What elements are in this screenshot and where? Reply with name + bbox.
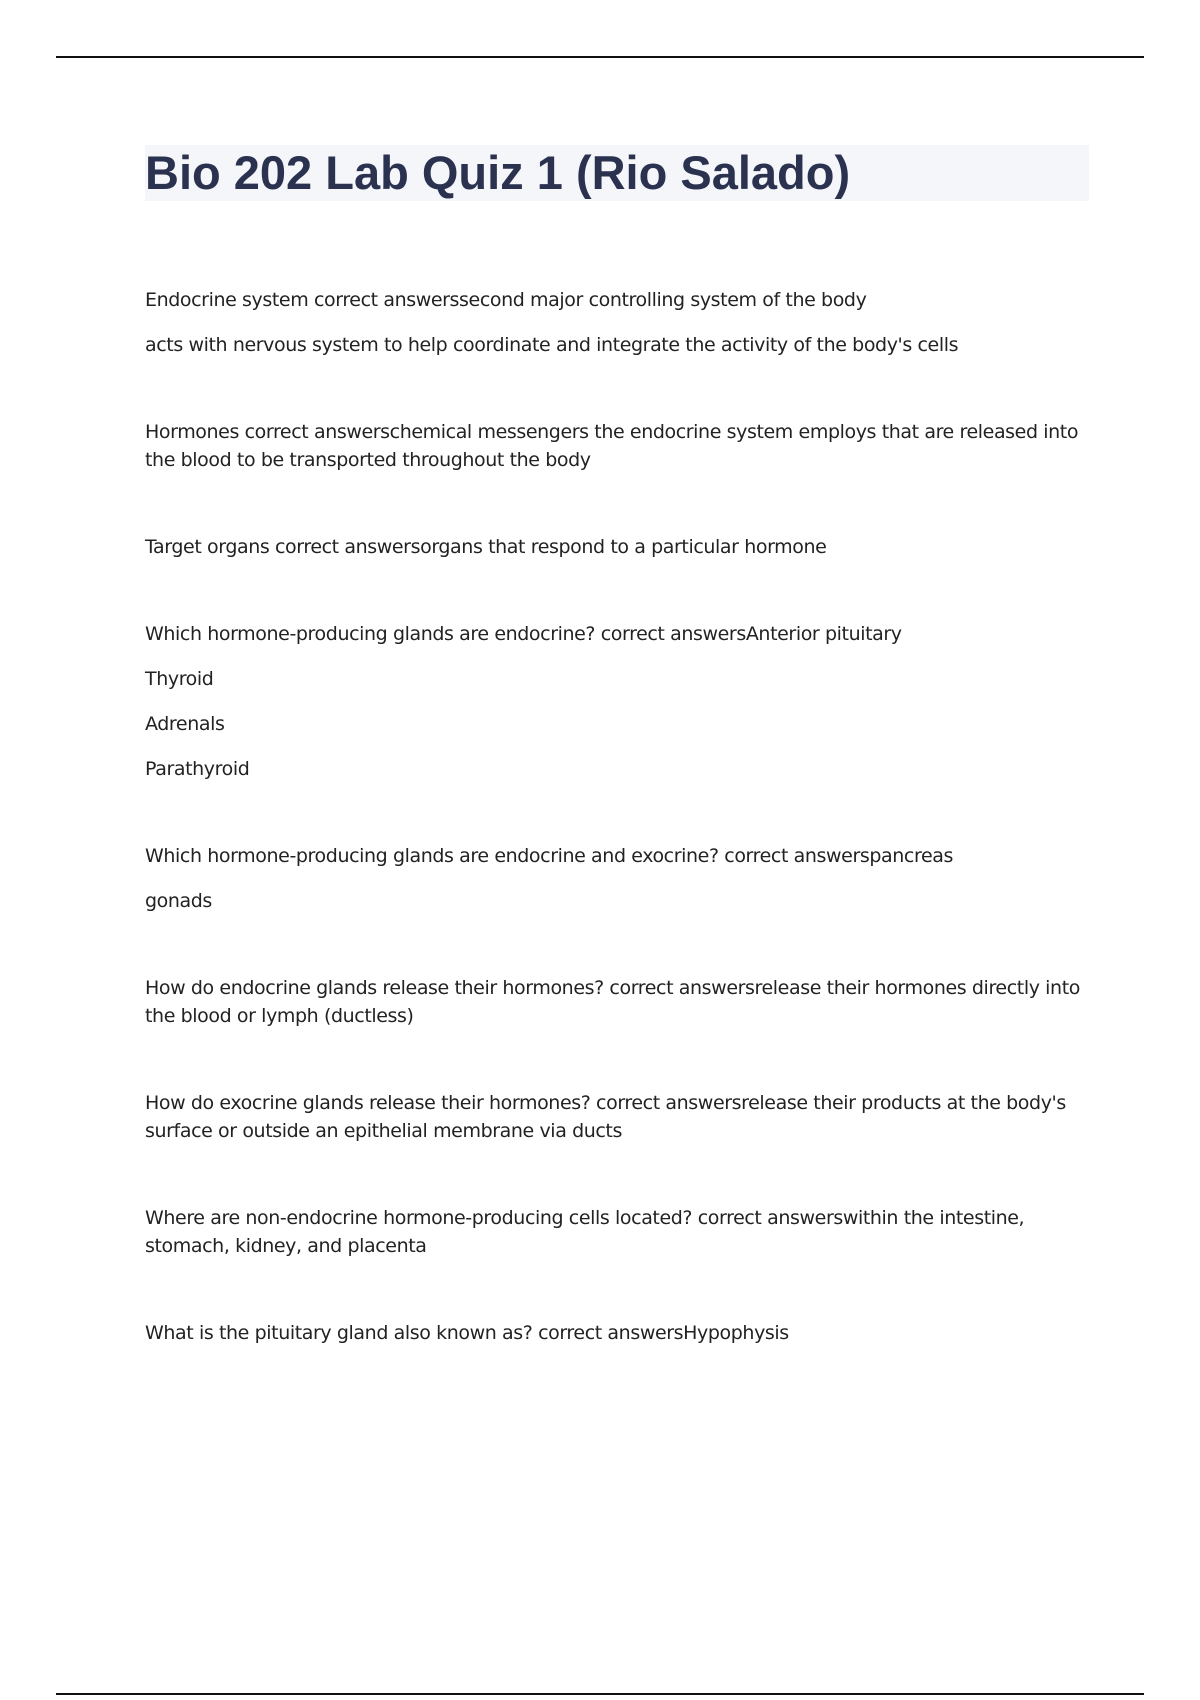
qa-text: Hormones correct answerschemical messengers the endocrine system employs that are released into the blood to be transported throughout the body	[145, 421, 1079, 471]
qa-text: How do exocrine glands release their hormones? correct answersrelease their products at the body's surface or outside an epithelial membrane via ducts	[145, 1092, 1066, 1142]
qa-item	[145, 842, 1085, 915]
qa-text: Endocrine system correct answerssecond major controlling system of the body	[145, 289, 867, 311]
qa-text: Which hormone-producing glands are endocrine and exocrine? correct answerspancreas	[145, 845, 953, 867]
qa-item	[145, 286, 1085, 359]
qa-extra-line: Adrenals	[145, 713, 225, 735]
qa-extra-line: acts with nervous system to help coordinate and integrate the activity of the body's cells	[145, 334, 959, 356]
qa-extra-line: Parathyroid	[145, 758, 250, 780]
top-rule	[56, 56, 1144, 58]
qa-text: How do endocrine glands release their hormones? correct answersrelease their hormones directly into the blood or lymph (ductless)	[145, 977, 1080, 1027]
qa-extra-line: Thyroid	[145, 668, 214, 690]
qa-text: Which hormone-producing glands are endocrine? correct answersAnterior pituitary	[145, 623, 902, 645]
qa-item	[145, 1204, 1085, 1260]
qa-item	[145, 418, 1085, 474]
qa-text: What is the pituitary gland also known as? correct answersHypophysis	[145, 1322, 789, 1344]
page-title: Bio 202 Lab Quiz 1 (Rio Salado)	[145, 146, 851, 199]
qa-text: Target organs correct answersorgans that respond to a particular hormone	[145, 536, 827, 558]
qa-item	[145, 1089, 1085, 1145]
qa-item	[145, 974, 1085, 1030]
qa-text: Where are non-endocrine hormone-producing cells located? correct answerswithin the intestine, stomach, kidney, and placenta	[145, 1207, 1025, 1257]
qa-item	[145, 533, 1085, 561]
qa-item	[145, 1319, 1085, 1347]
qa-extra-line: gonads	[145, 890, 212, 912]
qa-item	[145, 620, 1085, 783]
bottom-rule	[56, 1693, 1144, 1695]
qa-list	[145, 286, 1085, 1406]
